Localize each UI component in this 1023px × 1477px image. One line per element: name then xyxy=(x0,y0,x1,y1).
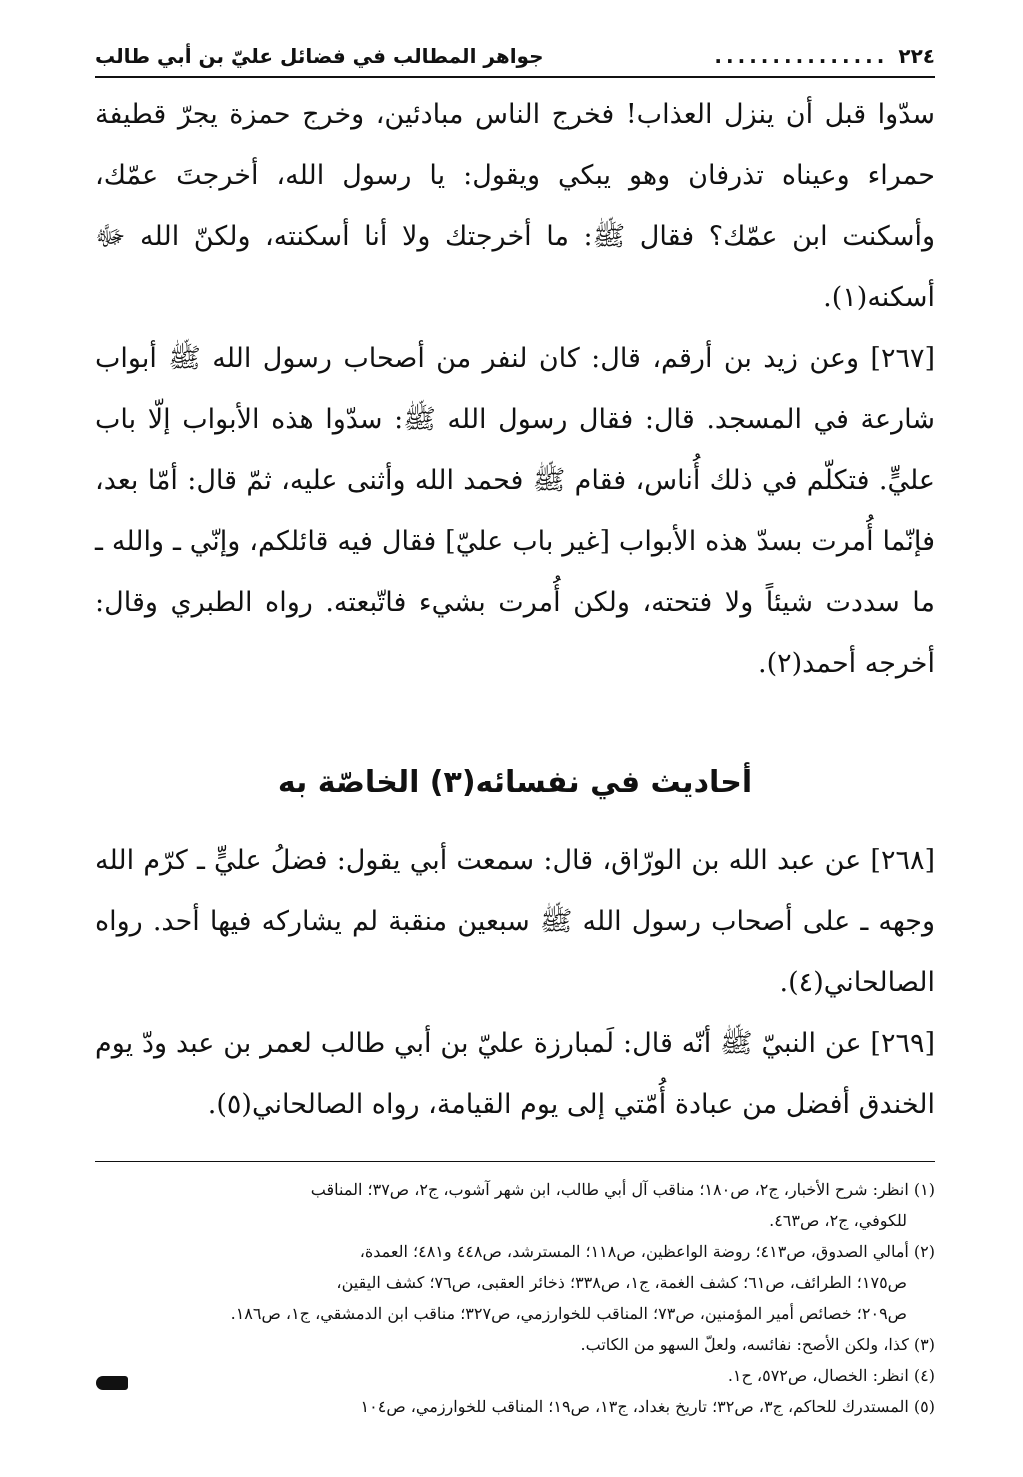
footnotes xyxy=(95,1174,935,1422)
paragraph: [٢٦٧] وعن زيد بن أرقم، قال: كان لنفر من أصحاب رسول الله ﷺ أبواب شارعة في المسجد. قال: فقال رسول الله ﷺ: سدّوا هذه الأبواب إلّا باب عليٍّ. فتكلّم في ذلك أُناس، فقام ﷺ فحمد الله وأثنى عليه، ثمّ قال: أمّا بعد، فإنّما أُمرت بسدّ هذه الأبواب [غير باب عليّ] فقال فيه قائلكم، وإنّي ـ والله ـ ما سددت شيئاً ولا فتحته، ولكن أُمرت بشيء فاتّبعته. رواه الطبري وقال: أخرجه أحمد(٢). xyxy=(95,343,935,679)
footnote: (١) انظر: شرح الأخبار، ج٢، ص١٨٠؛ مناقب آل أبي طالب، ابن شهر آشوب، ج٢، ص٣٧؛ المناقب xyxy=(310,1180,935,1199)
footnote: (٢) أمالي الصدوق، ص٤١٣؛ روضة الواعظين، ص١١٨؛ المسترشد، ص٤٤٨ و٤٨١؛ العمدة، xyxy=(359,1242,935,1261)
page-number: ٢٢٤ xyxy=(898,44,935,68)
header-rule xyxy=(95,76,935,78)
continuation-mark-icon xyxy=(96,1376,128,1390)
paragraph: [٢٦٩] عن النبيّ ﷺ أنّه قال: لَمبارزة عليّ بن أبي طالب لعمر بن عبد ودّ يوم الخندق أفضل من عبادة أُمّتي إلى يوم القيامة، رواه الصالحاني(٥). xyxy=(95,1028,935,1120)
footnote: (٣) كذا، ولكن الأصح: نفائسه، ولعلّ السهو من الكاتب. xyxy=(580,1335,935,1354)
main-text xyxy=(95,84,935,694)
running-header xyxy=(95,38,935,74)
header-dot-leader: ............... xyxy=(714,44,889,68)
footnote-continuation: ص١٧٥؛ الطرائف، ص٦١؛ كشف الغمة، ج١، ص٣٣٨؛ ذخائر العقبى، ص٧٦؛ كشف اليقين، xyxy=(336,1273,907,1292)
footnote-continuation: للكوفي، ج٢، ص٤٦٣. xyxy=(769,1211,907,1230)
footnote: (٤) انظر: الخصال، ص٥٧٢، ح١. xyxy=(727,1366,935,1385)
footnote-rule xyxy=(95,1161,935,1162)
paragraph: سدّوا قبل أن ينزل العذاب! فخرج الناس مبادئين، وخرج حمزة يجرّ قطيفة حمراء وعيناه تذرفان وهو يبكي ويقول: يا رسول الله، أخرجتَ عمّك، وأسكنت ابن عمّك؟ فقال ﷺ: ما أخرجتك ولا أنا أسكنته، ولكنّ الله ﷻ أسكنه(١). xyxy=(95,99,935,313)
footnote: (٥) المستدرك للحاكم، ج٣، ص٣٢؛ تاريخ بغداد، ج١٣، ص١٩؛ المناقب للخوارزمي، ص١٠٤ xyxy=(360,1397,935,1416)
paragraph: [٢٦٨] عن عبد الله بن الورّاق، قال: سمعت أبي يقول: فضلُ عليٍّ ـ كرّم الله وجهه ـ على أصحاب رسول الله ﷺ سبعين منقبة لم يشاركه فيها أحد. رواه الصالحاني(٤). xyxy=(95,845,935,998)
book-title: جواهر المطالب في فضائل عليّ بن أبي طالب xyxy=(95,44,544,68)
main-text-2 xyxy=(95,830,935,1135)
footnote-continuation: ص٢٠٩؛ خصائص أمير المؤمنين، ص٧٣؛ المناقب للخوارزمي، ص٣٢٧؛ مناقب ابن الدمشقي، ج١، ص١٨٦. xyxy=(230,1304,907,1323)
book-page xyxy=(95,38,935,1422)
section-heading: أحاديث في نفسائه(٣) الخاصّة به xyxy=(277,765,753,800)
